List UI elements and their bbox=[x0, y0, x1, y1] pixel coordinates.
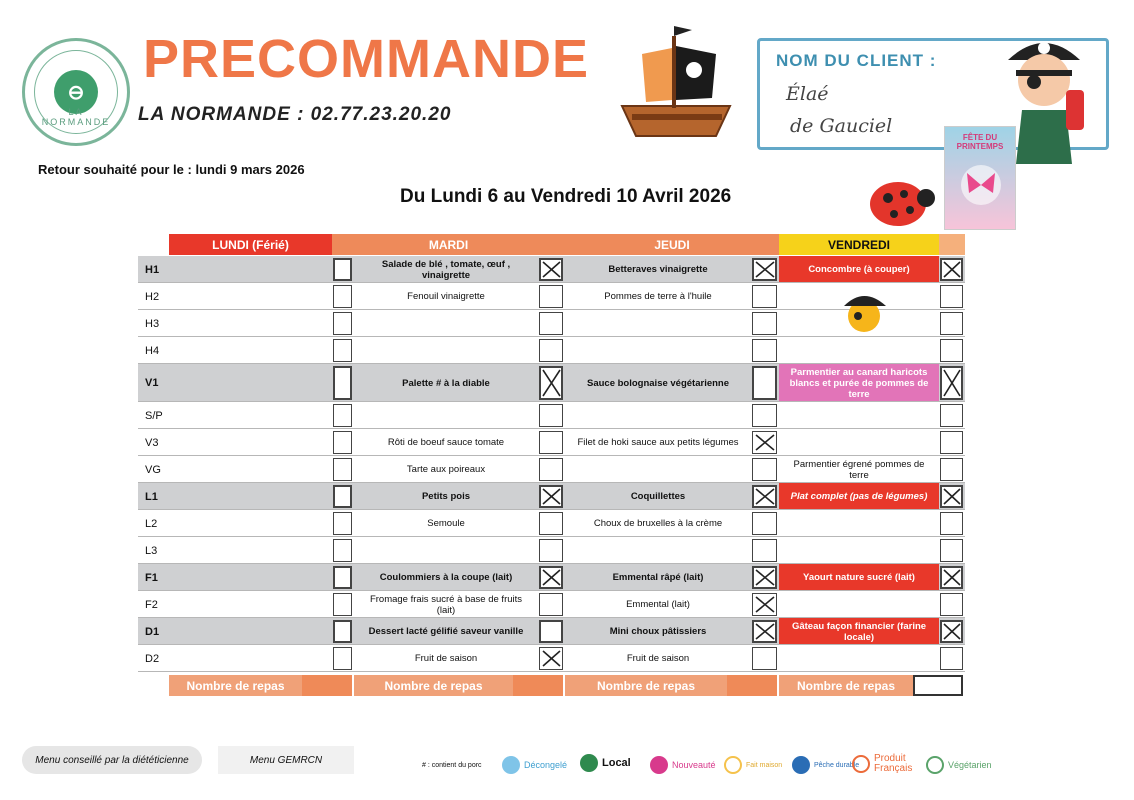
order-checkbox[interactable] bbox=[539, 339, 563, 362]
row-label: F1 bbox=[145, 571, 158, 584]
menu-item bbox=[354, 645, 538, 672]
order-checkbox[interactable] bbox=[333, 485, 352, 508]
butterfly-icon bbox=[959, 163, 1003, 207]
menu-item-text: Mini choux pâtissiers bbox=[609, 626, 707, 637]
meal-count-label bbox=[565, 675, 727, 696]
day-header-3: JEUDI bbox=[565, 234, 779, 255]
check-x-mark bbox=[754, 595, 776, 614]
row-divider bbox=[138, 671, 965, 672]
check-x-mark bbox=[754, 568, 776, 587]
row-label: V1 bbox=[145, 377, 159, 389]
order-checkbox[interactable] bbox=[940, 512, 963, 535]
menu-item-text: Concombre (à couper) bbox=[808, 264, 910, 275]
local-icon bbox=[580, 754, 598, 772]
legend-local bbox=[580, 754, 631, 772]
order-checkbox[interactable] bbox=[333, 458, 352, 481]
check-x-mark bbox=[754, 260, 776, 279]
check-x-mark bbox=[942, 368, 962, 398]
fish-icon bbox=[792, 756, 810, 774]
order-checkbox[interactable] bbox=[539, 593, 563, 616]
menu-item-text: Emmental râpé (lait) bbox=[612, 572, 704, 583]
order-checkbox[interactable] bbox=[752, 512, 777, 535]
menu-item bbox=[565, 483, 751, 510]
la-normande-logo bbox=[22, 38, 130, 146]
order-checkbox[interactable] bbox=[333, 593, 352, 616]
client-name-line1: Élaé bbox=[786, 83, 829, 105]
menu-item-text: Emmental (lait) bbox=[626, 599, 690, 610]
menu-item bbox=[354, 429, 538, 456]
order-checkbox[interactable] bbox=[539, 512, 563, 535]
homemade-icon bbox=[724, 756, 742, 774]
order-checkbox[interactable] bbox=[940, 647, 963, 670]
order-checkbox[interactable] bbox=[940, 593, 963, 616]
legend-french bbox=[852, 754, 924, 774]
row-label: VG bbox=[145, 463, 161, 476]
menu-item bbox=[565, 364, 751, 402]
order-checkbox[interactable] bbox=[752, 539, 777, 562]
menu-item bbox=[779, 483, 939, 510]
menu-item-text: Dessert lacté gélifié saveur vanille bbox=[368, 626, 524, 637]
meal-count-input[interactable] bbox=[727, 675, 777, 696]
menu-item-text: Tarte aux poireaux bbox=[406, 464, 486, 475]
menu-item bbox=[354, 483, 538, 510]
meal-count-label-text: Nombre de repas bbox=[384, 678, 483, 693]
row-label: H1 bbox=[145, 263, 160, 276]
legend-thawed-text: Décongelé bbox=[524, 760, 568, 770]
client-label: NOM DU CLIENT : bbox=[776, 51, 937, 70]
row-label: D1 bbox=[145, 625, 160, 638]
row-label: L3 bbox=[145, 544, 158, 557]
legend-thawed bbox=[502, 756, 567, 774]
meal-count-input[interactable] bbox=[913, 675, 963, 696]
menu-item bbox=[354, 510, 538, 537]
order-checkbox[interactable] bbox=[539, 285, 563, 308]
check-x-mark bbox=[754, 433, 776, 452]
menu-item-text: Petits pois bbox=[421, 491, 471, 502]
menu-item bbox=[565, 510, 751, 537]
order-checkbox[interactable] bbox=[940, 539, 963, 562]
legend-pork bbox=[422, 762, 482, 769]
menu-item-text: Salade de blé , tomate, œuf , vinaigrette bbox=[381, 258, 511, 281]
row-label: D2 bbox=[145, 652, 160, 665]
legend-vegetarian bbox=[926, 756, 992, 774]
menu-item-text: Sauce bolognaise végétarienne bbox=[586, 377, 730, 389]
row-label: S/P bbox=[145, 409, 163, 422]
order-checkbox[interactable] bbox=[333, 566, 352, 589]
page-title: PRECOMMANDE bbox=[143, 29, 590, 89]
order-checkbox[interactable] bbox=[333, 431, 352, 454]
menu-item bbox=[565, 645, 751, 672]
order-checkbox[interactable] bbox=[539, 458, 563, 481]
order-checkbox[interactable] bbox=[940, 285, 963, 308]
client-name-line2: de Gauciel bbox=[790, 115, 893, 137]
french-product-icon bbox=[852, 755, 870, 773]
menu-item bbox=[354, 591, 538, 618]
new-icon bbox=[650, 756, 668, 774]
menu-item-text: Fruit de saison bbox=[414, 653, 478, 664]
check-x-mark bbox=[754, 622, 776, 641]
order-checkbox[interactable] bbox=[752, 647, 777, 670]
dietician-menu-label: Menu conseillé par la diététicienne bbox=[22, 746, 202, 774]
menu-item-text: Rôti de boeuf sauce tomate bbox=[387, 437, 505, 448]
order-checkbox[interactable] bbox=[940, 458, 963, 481]
pirate-sun-icon bbox=[836, 284, 896, 342]
order-checkbox[interactable] bbox=[752, 366, 777, 400]
day-header-2: MARDI bbox=[332, 234, 565, 255]
menu-item bbox=[779, 364, 939, 402]
legend-vegetarian-text: Végétarien bbox=[948, 760, 992, 770]
vegetarian-icon bbox=[926, 756, 944, 774]
menu-item-text: Fruit de saison bbox=[626, 653, 690, 664]
ladybug-icon bbox=[866, 170, 936, 230]
legend-homemade-text: Fait maison bbox=[746, 761, 783, 769]
meal-count-label-text: Nombre de repas bbox=[186, 678, 285, 693]
logo-text: LA NORMANDE bbox=[41, 107, 111, 127]
meal-count-input[interactable] bbox=[302, 675, 352, 696]
order-checkbox[interactable] bbox=[333, 258, 352, 281]
menu-item bbox=[779, 618, 939, 645]
menu-item bbox=[565, 564, 751, 591]
meal-count-label bbox=[169, 675, 302, 696]
menu-item bbox=[565, 591, 751, 618]
legend-new-text: Nouveauté bbox=[672, 760, 716, 770]
check-x-mark bbox=[541, 260, 562, 279]
menu-item bbox=[565, 618, 751, 645]
order-checkbox[interactable] bbox=[539, 312, 563, 335]
menu-item bbox=[565, 429, 751, 456]
row-label: F2 bbox=[145, 598, 158, 611]
meal-count-label bbox=[354, 675, 513, 696]
order-checkbox[interactable] bbox=[333, 404, 352, 427]
supplier-phone: LA NORMANDE : 02.77.23.20.20 bbox=[138, 104, 452, 125]
menu-item-text: Choux de bruxelles à la crème bbox=[593, 518, 723, 529]
meal-count-label-text: Nombre de repas bbox=[596, 678, 696, 693]
check-x-mark bbox=[942, 622, 962, 641]
check-x-mark bbox=[541, 568, 562, 587]
meal-count-input[interactable] bbox=[513, 675, 563, 696]
order-checkbox[interactable] bbox=[539, 431, 563, 454]
order-checkbox[interactable] bbox=[333, 285, 352, 308]
menu-item bbox=[779, 456, 939, 483]
check-x-mark bbox=[541, 368, 562, 398]
row-label: V3 bbox=[145, 436, 159, 449]
order-checkbox[interactable] bbox=[539, 539, 563, 562]
row-label: L1 bbox=[145, 490, 158, 503]
pirate-ship-icon bbox=[612, 26, 740, 146]
meal-count-label bbox=[779, 675, 913, 696]
row-label: H4 bbox=[145, 344, 160, 357]
order-checkbox[interactable] bbox=[752, 458, 777, 481]
menu-item bbox=[354, 618, 538, 645]
menu-item-text: Fromage frais sucré à base de fruits (lait) bbox=[369, 593, 523, 616]
check-x-mark bbox=[942, 487, 962, 506]
check-x-mark bbox=[942, 568, 962, 587]
menu-item-text: Semoule bbox=[427, 518, 465, 529]
menu-item-text: Coulommiers à la coupe (lait) bbox=[379, 572, 513, 583]
return-date: Retour souhaité pour le : lundi 9 mars 2026 bbox=[38, 162, 305, 177]
gemrcn-menu-label: Menu GEMRCN bbox=[218, 746, 354, 774]
legend-new bbox=[650, 756, 716, 774]
menu-item-text: Pommes de terre à l'huile bbox=[604, 291, 712, 302]
week-range: Du Lundi 6 au Vendredi 10 Avril 2026 bbox=[400, 186, 732, 207]
legend-pork-text: # : contient du porc bbox=[422, 762, 482, 769]
check-x-mark bbox=[541, 649, 562, 668]
menu-item-text: Coquillettes bbox=[630, 491, 686, 502]
poster-text: FÊTE DU PRINTEMPS bbox=[956, 133, 1004, 151]
vegetarian-icon bbox=[16, 480, 34, 498]
check-x-mark bbox=[942, 260, 962, 279]
menu-item bbox=[354, 564, 538, 591]
header-band bbox=[939, 234, 965, 255]
legend-homemade bbox=[724, 756, 782, 774]
order-checkbox[interactable] bbox=[333, 366, 352, 400]
menu-item bbox=[354, 283, 538, 310]
order-checkbox[interactable] bbox=[940, 404, 963, 427]
legend-durable-text: Pêche durable bbox=[814, 761, 860, 769]
order-checkbox[interactable] bbox=[940, 312, 963, 335]
menu-item bbox=[779, 256, 939, 283]
snowflake-icon bbox=[502, 756, 520, 774]
order-checkbox[interactable] bbox=[333, 512, 352, 535]
order-checkbox[interactable] bbox=[940, 431, 963, 454]
legend-local-text: Local bbox=[602, 757, 631, 769]
menu-item bbox=[354, 456, 538, 483]
menu-item-text: Parmentier égrené pommes de terre bbox=[793, 458, 925, 481]
plate-fork-icon: ⊖ bbox=[54, 70, 98, 114]
meal-count-label-text: Nombre de repas bbox=[796, 678, 896, 693]
row-label: H3 bbox=[145, 317, 160, 330]
check-x-mark bbox=[541, 487, 562, 506]
order-checkbox[interactable] bbox=[752, 285, 777, 308]
menu-table bbox=[138, 234, 966, 696]
menu-item-text: Betteraves vinaigrette bbox=[608, 264, 708, 275]
row-label: H2 bbox=[145, 290, 160, 303]
order-checkbox[interactable] bbox=[333, 539, 352, 562]
order-checkbox[interactable] bbox=[752, 339, 777, 362]
order-checkbox[interactable] bbox=[539, 620, 563, 643]
menu-item-text: Fenouil vinaigrette bbox=[407, 291, 485, 302]
menu-item-text: Parmentier au canard haricots blancs et purée de pommes de terre bbox=[789, 366, 929, 400]
legend-french-text: Produit Français bbox=[874, 753, 913, 774]
menu-item-text: Gâteau façon financier (farine locale) bbox=[791, 620, 927, 643]
order-checkbox[interactable] bbox=[539, 404, 563, 427]
row-label: L2 bbox=[145, 517, 158, 530]
legend-durable bbox=[792, 756, 859, 774]
order-checkbox[interactable] bbox=[333, 620, 352, 643]
order-checkbox[interactable] bbox=[333, 647, 352, 670]
order-checkbox[interactable] bbox=[940, 339, 963, 362]
menu-item-text: Plat complet (pas de légumes) bbox=[790, 491, 928, 502]
day-header-4: VENDREDI bbox=[779, 234, 939, 255]
check-x-mark bbox=[754, 487, 776, 506]
day-header-1: LUNDI (Férié) bbox=[169, 234, 332, 255]
menu-item-text: Filet de hoki sauce aux petits légumes bbox=[577, 437, 739, 448]
menu-item bbox=[565, 256, 751, 283]
menu-item bbox=[565, 283, 751, 310]
order-checkbox[interactable] bbox=[752, 404, 777, 427]
menu-item bbox=[779, 564, 939, 591]
menu-item-text: Yaourt nature sucré (lait) bbox=[803, 572, 915, 583]
order-checkbox[interactable] bbox=[333, 312, 352, 335]
menu-item bbox=[354, 256, 538, 283]
menu-item bbox=[354, 364, 538, 402]
menu-item-text: Palette # à la diable bbox=[402, 377, 490, 389]
order-checkbox[interactable] bbox=[333, 339, 352, 362]
spring-festival-poster bbox=[944, 126, 1016, 230]
order-checkbox[interactable] bbox=[752, 312, 777, 335]
